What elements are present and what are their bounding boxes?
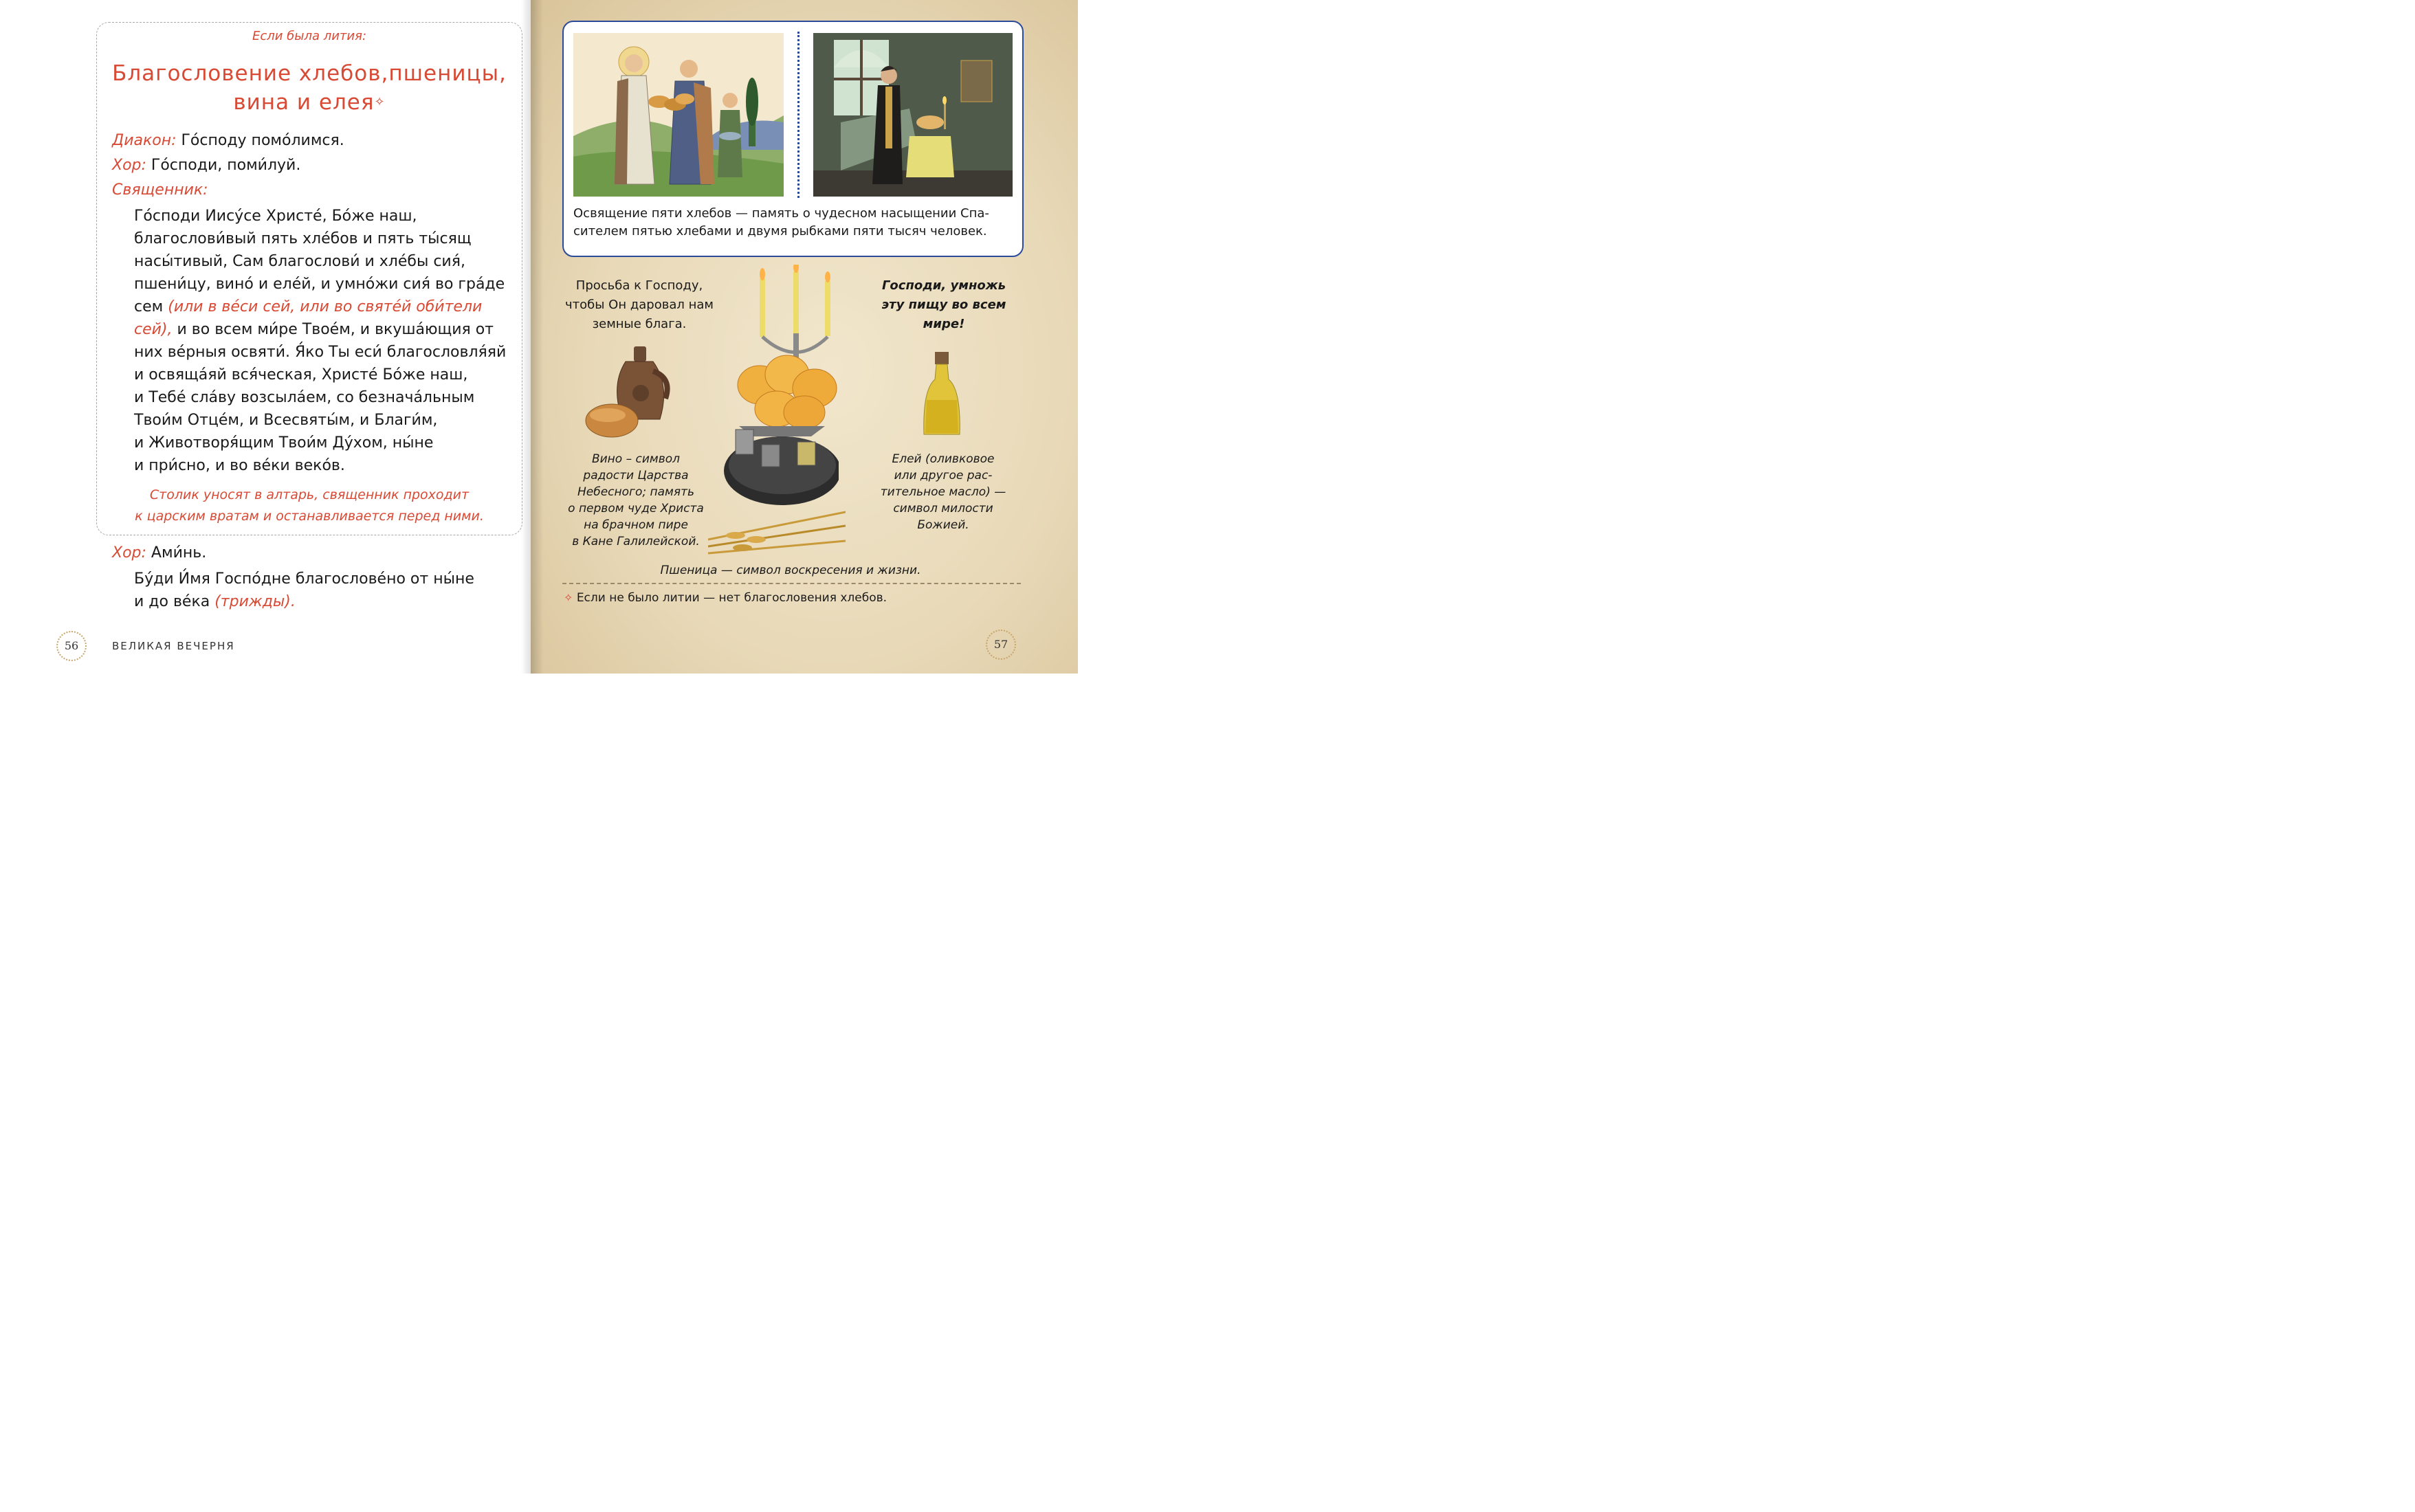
request-line: Просьба к Господу,: [575, 278, 703, 293]
wheat-image: [708, 498, 846, 564]
blessing-line-1: Бу́ди И́мя Госпо́дне благослове́но от ны́не: [134, 570, 474, 588]
running-head: ВЕЛИКАЯ ВЕЧЕРНЯ: [112, 640, 235, 652]
church-blessing-illustration: [813, 33, 1013, 197]
prayer-line: них ве́рныя освяти́. Я́ко Ты еси́ благословля́яй: [134, 344, 507, 361]
prayer-line: насы́тивый, Сам благослови́ и хле́бы сия́,: [134, 253, 465, 270]
oil-line: символ милости: [893, 502, 993, 515]
oil-line: тительное масло) —: [880, 485, 1006, 499]
rubric-line-2: к царским вратам и останавливается перед ними.: [135, 509, 484, 524]
prayer-line: благослови́вый пять хле́бов и пять ты́сящ: [134, 230, 472, 247]
prayer-line: и при́сно, и во ве́ки веко́в.: [134, 457, 345, 474]
wine-line: радости Царства: [583, 469, 689, 482]
exclaim-line: эту пищу во всем: [881, 298, 1006, 312]
blessing-text: [134, 568, 519, 613]
church-blessing-image: [813, 33, 1013, 197]
wine-line: Вино – символ: [591, 452, 681, 466]
oil-line: или другое рас-: [894, 469, 993, 482]
page-number-left: 56: [56, 631, 87, 661]
rubric-line-1: Столик уносят в алтарь, священник проходит: [149, 487, 470, 502]
prayer-line: сем (или в ве́си сей, или во святе́й оби́тели: [134, 298, 483, 315]
prayer-line: Го́споди Иису́се Христе́, Бо́же наш,: [134, 208, 417, 225]
wheat-caption: Пшеница — символ воскресения и жизни.: [660, 564, 921, 577]
christ-loaves-image: [573, 33, 784, 197]
title-line-2: вина и елея✧: [233, 90, 386, 115]
caption-line-1: Освящение пяти хлебов — память о чудесном насыщении Спа-: [573, 206, 989, 221]
choir-line: [112, 157, 300, 174]
request-line: земные блага.: [592, 317, 687, 331]
prayer-line: и Тебе́ сла́ву возсыла́ем, со безнача́льным: [134, 389, 475, 406]
wine-line: на брачном пире: [584, 518, 688, 532]
exclamation-text: [872, 276, 1016, 334]
footnote-star-icon: ✧: [564, 591, 573, 604]
wine-caption: [550, 451, 722, 550]
deacon-line: [112, 132, 344, 149]
illustration-caption: [573, 205, 1013, 241]
role-priest: Священник:: [112, 181, 208, 199]
page-number-right: 57: [986, 630, 1016, 660]
role-choir: Хор:: [112, 157, 146, 174]
prayer-line: Твои́м Отце́м, и Всесвяты́м, и Благи́м,: [134, 412, 438, 429]
caption-line-2: сителем пятью хлебами и двумя рыбками пяти тысяч человек.: [573, 224, 987, 238]
oil-bottle-image: [921, 352, 962, 441]
blessing-line-2: и до ве́ка (трижды).: [134, 593, 296, 610]
wine-jug-bread-image: [584, 344, 674, 443]
oil-line: Божией.: [917, 518, 969, 532]
oil-caption: [868, 451, 1019, 533]
footnote: [564, 591, 887, 605]
wine-line: о первом чуде Христа: [568, 502, 704, 515]
prayer-text: [134, 205, 512, 477]
prayer-line: сей), и во всем ми́ре Твое́м, и вкуша́ющия от: [134, 321, 494, 338]
page-gutter-shadow: [521, 0, 531, 674]
divider-dotted: [797, 32, 800, 198]
footnote-divider: [562, 583, 1021, 584]
wine-line: Небесного; память: [577, 485, 695, 499]
thrice-note: (трижды).: [214, 593, 296, 610]
rubric: [96, 485, 522, 527]
request-line: чтобы Он даровал нам: [565, 298, 714, 312]
footnote-text: Если не было литии — нет благословения хлебов.: [576, 591, 887, 605]
exclaim-line: Господи, умножь: [881, 278, 1006, 293]
prayer-line: и освяща́яй вся́ческая, Христе́ Бо́же наш,: [134, 366, 468, 383]
page-gutter-shadow: [531, 0, 543, 674]
choir-amen-line: [112, 544, 206, 562]
prayer-line: и Животворя́щим Твои́м Ду́хом, ны́не: [134, 434, 434, 452]
lead-in: Если была лития:: [252, 29, 367, 43]
amen-text: Ами́нь.: [151, 544, 207, 562]
wine-line: в Кане Галилейской.: [572, 535, 700, 548]
role-choir: Хор:: [112, 544, 146, 562]
role-deacon: Диакон:: [112, 132, 177, 149]
request-text: [557, 276, 722, 334]
prayer-line: пшени́цу, вино́ и еле́й, и умно́жи сия́ во гра́де: [134, 276, 505, 293]
choir-text: Го́споди, поми́луй.: [151, 157, 301, 174]
section-title: [96, 59, 522, 117]
christ-loaves-illustration: [573, 33, 784, 197]
priest-line: [112, 181, 208, 199]
footnote-star-icon: ✧: [374, 95, 386, 109]
title-line-1: Благословение хлебов,пшеницы,: [112, 61, 507, 86]
exclaim-line: мире!: [923, 317, 965, 331]
candelabra-loaves-image: [722, 265, 839, 536]
deacon-text: Го́споду помо́лимся.: [181, 132, 344, 149]
oil-line: Елей (оливковое: [892, 452, 995, 466]
